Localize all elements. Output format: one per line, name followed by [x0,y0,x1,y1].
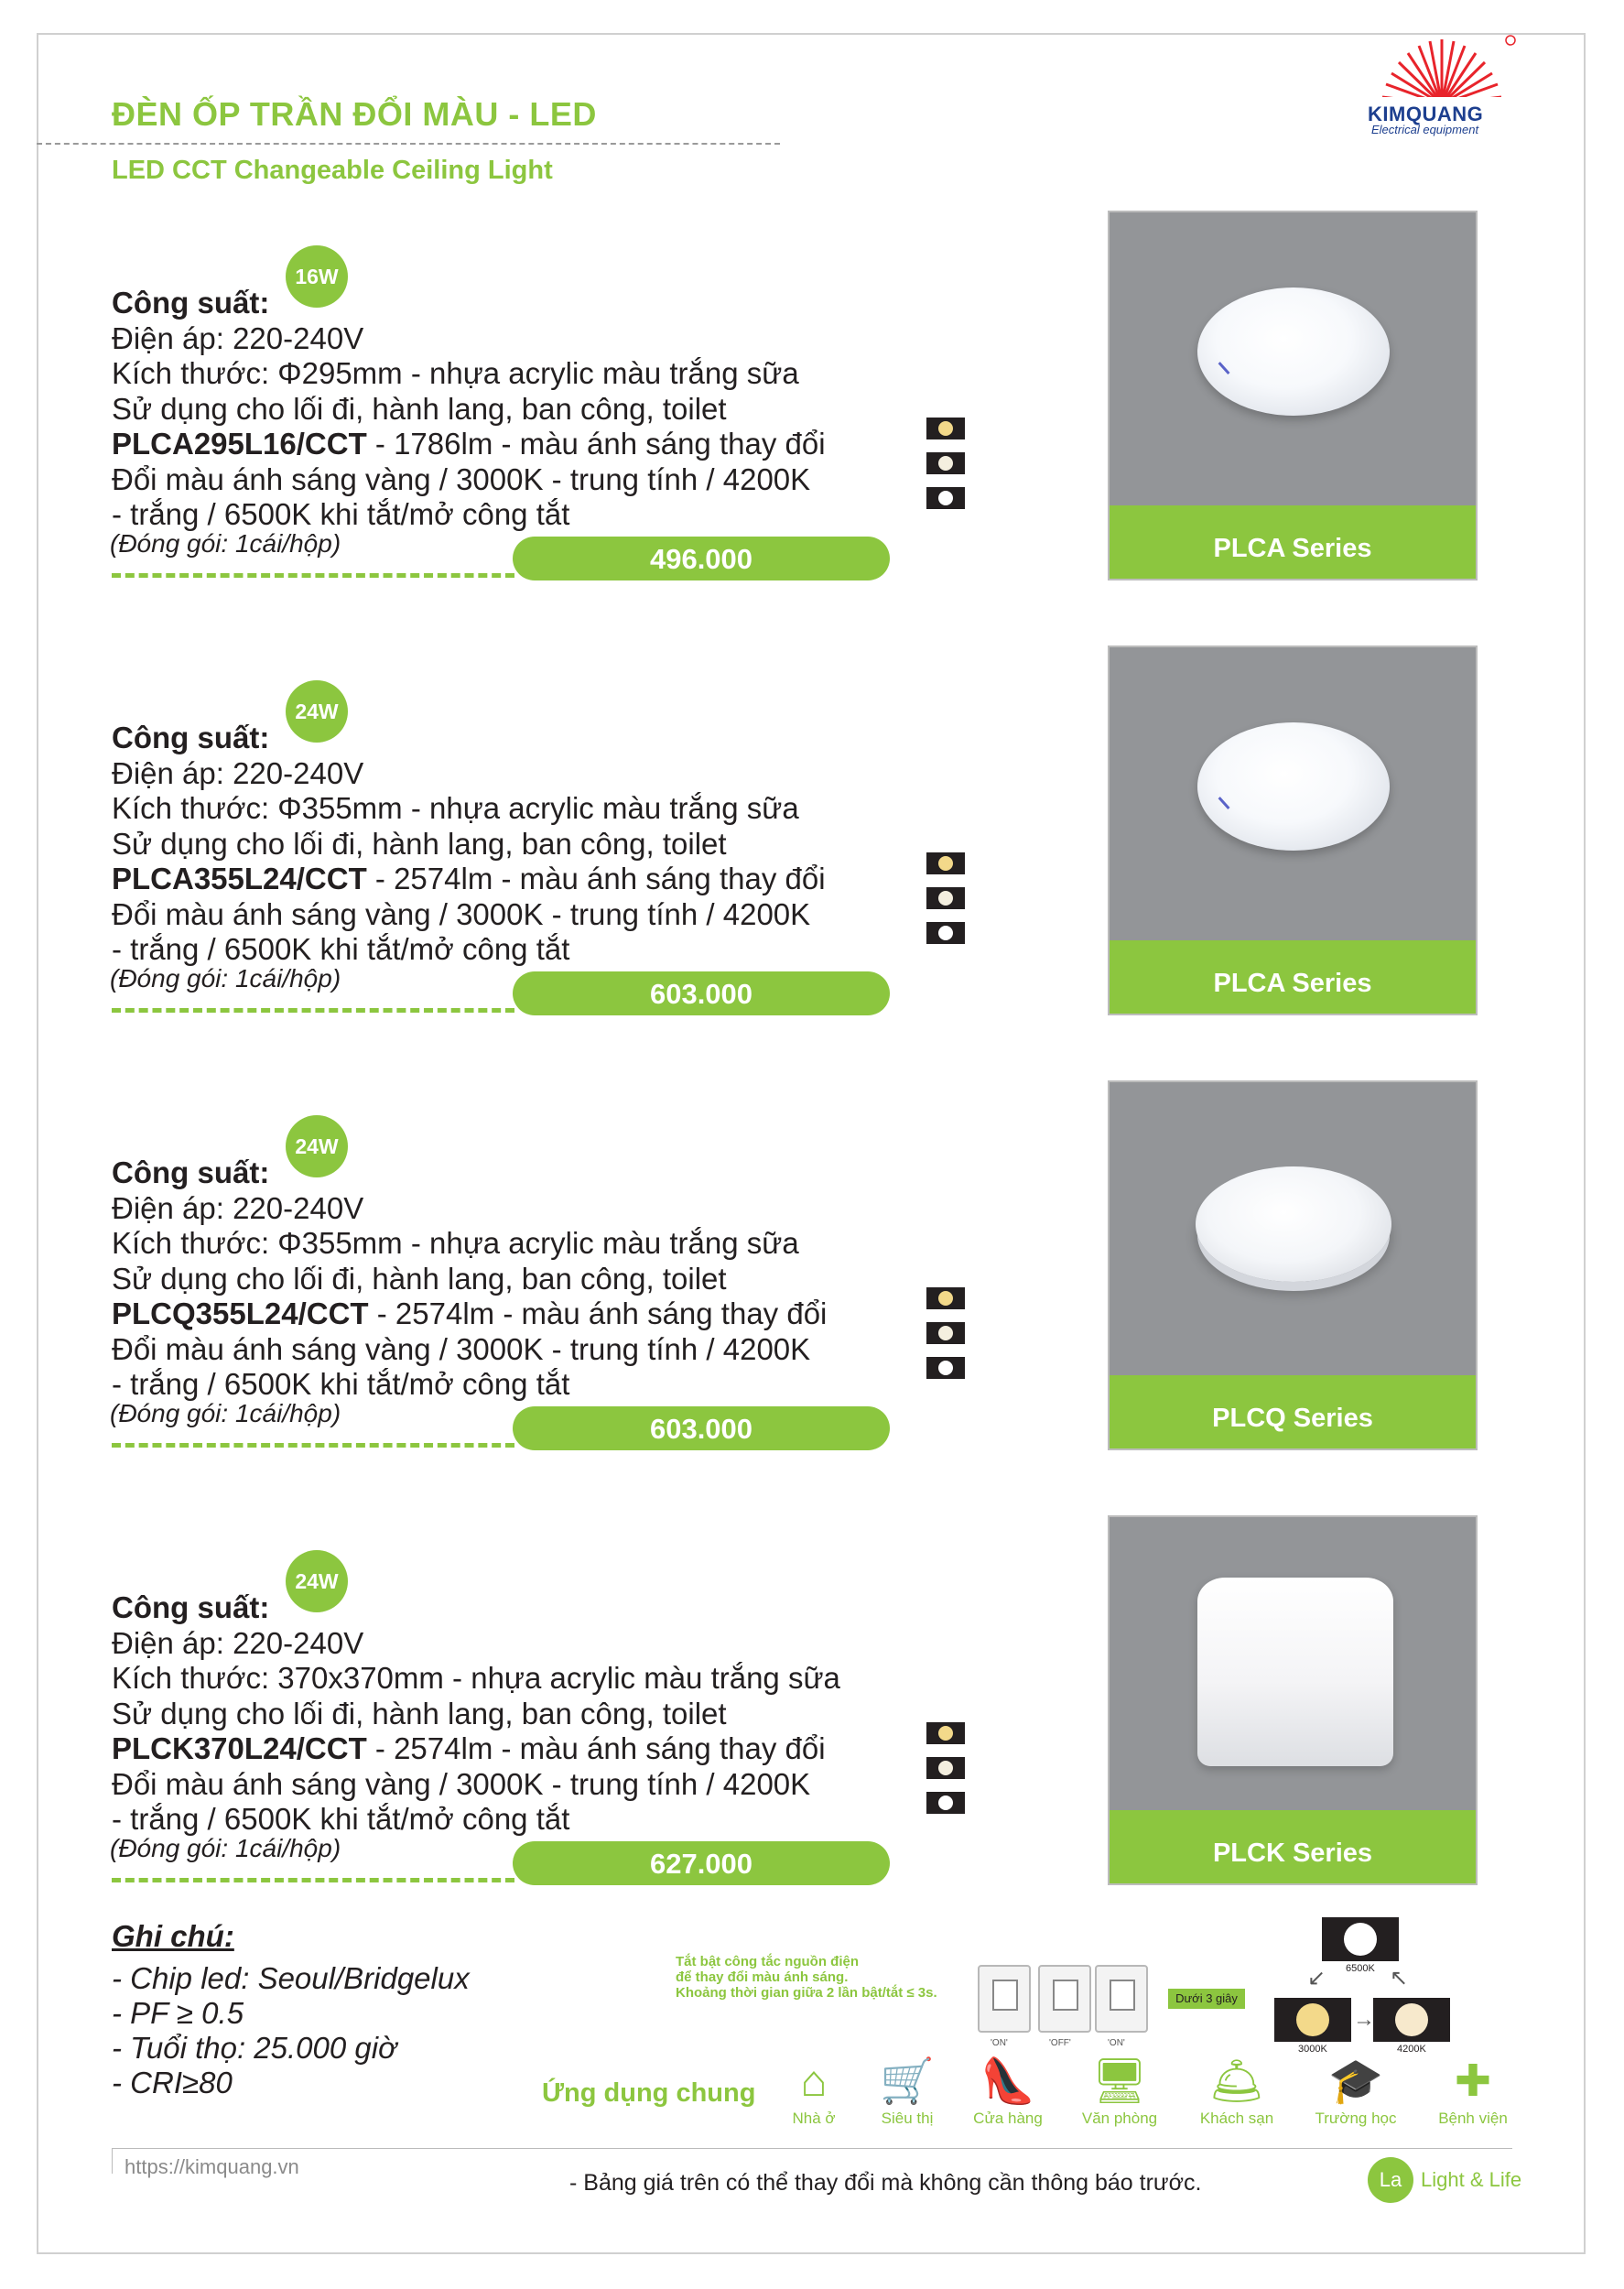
cct-line-1: Đổi màu ánh sáng vàng / 3000K - trung tính / 4200K [112,461,811,496]
notes-title: Ghi chú: [112,1919,234,1953]
packaging: (Đóng gói: 1cái/hộp) [110,964,341,993]
applications-label: Ứng dụng chung [542,2078,756,2108]
model-line [112,1731,840,1767]
app-item-home [763,2055,864,2128]
dashed-divider [112,573,514,578]
website-url[interactable]: https://kimquang.vn [125,2155,299,2178]
cct-4200k-swatch [1373,1998,1450,2042]
home-icon: ⌂ [800,2057,828,2106]
white-color-swatch [926,1792,965,1814]
power-label: Công suất: [112,721,270,754]
size: Kích thước: Φ295mm - nhựa acrylic màu trắng sữa [112,356,799,390]
timer-badge: Dưới 3 giây [1168,1989,1245,2009]
round-ceiling-lamp-icon [1196,1166,1391,1282]
packaging: (Đóng gói: 1cái/hộp) [110,529,341,558]
size: Kích thước: Φ355mm - nhựa acrylic màu trắng sữa [112,1226,799,1260]
cct-3000k-swatch [1274,1998,1351,2042]
voltage: Điện áp: 220-240V [112,1190,364,1225]
app-item-office [1069,2055,1170,2128]
dashed-divider [112,1878,514,1882]
cct-line-1: Đổi màu ánh sáng vàng / 3000K - trung tính / 4200K [112,1766,811,1801]
title-divider [37,143,780,145]
switch-guide-line: Tắt bật công tắc nguồn điện [676,1954,859,1969]
neutral-color-swatch [926,452,965,474]
product-spec [112,1590,840,1838]
app-item-label: Khách sạn [1199,2110,1274,2127]
product-card-3 [0,1080,1624,1465]
dashed-divider [112,1008,514,1013]
app-item-label: Văn phòng [1081,2110,1158,2127]
light-life-brand-text: Light & Life [1421,2168,1522,2191]
product-spec [112,1155,827,1403]
product-image [1108,1080,1478,1450]
product-spec [112,286,826,533]
warm-color-swatch [926,1287,965,1309]
footer-divider [112,2148,113,2174]
switch-guide-text [676,1954,937,2001]
page-title: ĐÈN ỐP TRẦN ĐỔI MÀU - LED [112,95,597,133]
usage: Sử dụng cho lối đi, hành lang, ban công, toilet [112,1696,727,1730]
white-color-swatch [926,922,965,944]
logo-brand-name: KIMQUANG [1368,103,1484,125]
dashed-divider [112,1443,514,1448]
cct-line-2: - trắng / 6500K khi tắt/mở công tắt [112,497,570,531]
note-item: - Tuổi thọ: 25.000 giờ [112,2031,397,2065]
white-color-swatch [926,1357,965,1379]
product-image [1108,211,1478,580]
power-badge: 24W [286,1550,348,1612]
footer-divider [112,2148,1512,2149]
product-card-1 [0,211,1624,595]
model-line [112,427,826,462]
series-label: PLCA Series [1110,940,1476,1014]
model-code: PLCA355L24/CCT [112,862,367,895]
light-life-logo-icon: La [1368,2157,1413,2203]
white-color-swatch [926,487,965,509]
page-subtitle: LED CCT Changeable Ceiling Light [112,156,553,185]
series-label: PLCA Series [1110,505,1476,579]
packaging: (Đóng gói: 1cái/hộp) [110,1399,341,1427]
hotel-bellboy-icon: 🛎 [1208,2057,1265,2106]
price-pill: 627.000 [513,1841,890,1885]
voltage: Điện áp: 220-240V [112,1625,364,1660]
price-pill: 496.000 [513,537,890,580]
switch-state-label: 'ON' [991,2038,1008,2048]
square-ceiling-lamp-icon [1197,1578,1393,1766]
price-pill: 603.000 [513,971,890,1015]
cct-line-2: - trắng / 6500K khi tắt/mở công tắt [112,1802,570,1836]
neutral-color-swatch [926,1322,965,1344]
usage: Sử dụng cho lối đi, hành lang, ban công, toilet [112,826,727,861]
voltage: Điện áp: 220-240V [112,320,364,355]
model-desc: - 1786lm - màu ánh sáng thay đổi [366,427,826,461]
app-item-label: Cửa hàng [973,2110,1043,2127]
app-item-supermarket [857,2055,958,2128]
power-label: Công suất: [112,1590,270,1624]
cct-line-2: - trắng / 6500K khi tắt/mở công tắt [112,932,570,966]
cct-label: 4200K [1397,2044,1426,2055]
note-item: - PF ≥ 0.5 [112,1996,244,2030]
power-label: Công suất: [112,286,270,320]
round-ceiling-lamp-icon [1197,287,1390,416]
size: Kích thước: Φ355mm - nhựa acrylic màu trắng sữa [112,791,799,825]
arrow-icon: → [1353,2007,1375,2032]
model-desc: - 2574lm - màu ánh sáng thay đổi [368,1296,828,1330]
cct-line-1: Đổi màu ánh sáng vàng / 3000K - trung tính / 4200K [112,896,811,931]
warm-color-swatch [926,1722,965,1744]
model-desc: - 2574lm - màu ánh sáng thay đổi [366,862,826,895]
usage: Sử dụng cho lối đi, hành lang, ban công, toilet [112,391,727,426]
cct-line-2: - trắng / 6500K khi tắt/mở công tắt [112,1367,570,1401]
cct-line-1: Đổi màu ánh sáng vàng / 3000K - trung tính / 4200K [112,1331,811,1366]
arrow-icon: ↙ [1307,1966,1326,1991]
power-label: Công suất: [112,1155,270,1189]
switch-state-label: 'ON' [1108,2038,1125,2048]
model-code: PLCA295L16/CCT [112,427,367,461]
product-image [1108,1515,1478,1885]
app-item-school [1305,2055,1406,2128]
power-badge: 24W [286,1115,348,1177]
wall-switch-icon [1038,1965,1091,2033]
medical-cross-icon: ✚ [1454,2057,1492,2106]
model-code: PLCQ355L24/CCT [112,1296,369,1330]
packaging: (Đóng gói: 1cái/hộp) [110,1834,341,1862]
price-pill: 603.000 [513,1406,890,1450]
neutral-color-swatch [926,887,965,909]
series-label: PLCQ Series [1110,1375,1476,1448]
app-item-hotel [1186,2055,1287,2128]
power-badge: 16W [286,245,348,308]
app-item-shop [958,2055,1058,2128]
graduation-cap-icon: 🎓 [1328,2057,1383,2106]
voltage: Điện áp: 220-240V [112,755,364,790]
office-desk-icon: 🖥 [1091,2057,1148,2106]
switch-state-label: 'OFF' [1049,2038,1071,2048]
app-item-label: Nhà ở [792,2110,836,2127]
neutral-color-swatch [926,1757,965,1779]
arrow-icon: ↖ [1390,1966,1409,1991]
cct-label: 6500K [1346,1963,1375,1974]
power-badge: 24W [286,680,348,743]
model-line [112,862,826,897]
app-item-hospital [1423,2055,1523,2128]
model-line [112,1296,827,1332]
price-disclaimer: - Bảng giá trên có thể thay đổi mà không cần thông báo trước. [569,2170,1202,2196]
product-image [1108,645,1478,1015]
warm-color-swatch [926,852,965,874]
model-code: PLCK370L24/CCT [112,1731,367,1765]
round-ceiling-lamp-icon [1197,722,1390,851]
wall-switch-icon [1095,1965,1148,2033]
logo-tagline: Electrical equipment [1371,123,1479,136]
heel-shoe-icon: 👠 [980,2057,1035,2106]
product-card-4 [0,1515,1624,1900]
cct-label: 3000K [1298,2044,1327,2055]
app-item-label: Trường học [1315,2110,1397,2127]
warm-color-swatch [926,418,965,439]
switch-guide-line: Khoảng thời gian giữa 2 lần bật/tắt ≤ 3s. [676,1985,937,2001]
switch-guide-line: để thay đổi màu ánh sáng. [676,1969,849,1985]
series-label: PLCK Series [1110,1810,1476,1883]
cart-icon: 🛒 [880,2057,935,2106]
product-card-2 [0,645,1624,1030]
note-item: - Chip led: Seoul/Bridgelux [112,1961,470,1995]
note-item: - CRI≥80 [112,2066,233,2099]
cct-6500k-swatch [1322,1917,1399,1961]
model-desc: - 2574lm - màu ánh sáng thay đổi [366,1731,826,1765]
wall-switch-icon [978,1965,1031,2033]
product-spec [112,721,826,968]
size: Kích thước: 370x370mm - nhựa acrylic màu trắng sữa [112,1661,840,1695]
usage: Sử dụng cho lối đi, hành lang, ban công, toilet [112,1261,727,1296]
app-item-label: Bệnh viện [1438,2110,1508,2127]
app-item-label: Siêu thị [881,2110,934,2127]
